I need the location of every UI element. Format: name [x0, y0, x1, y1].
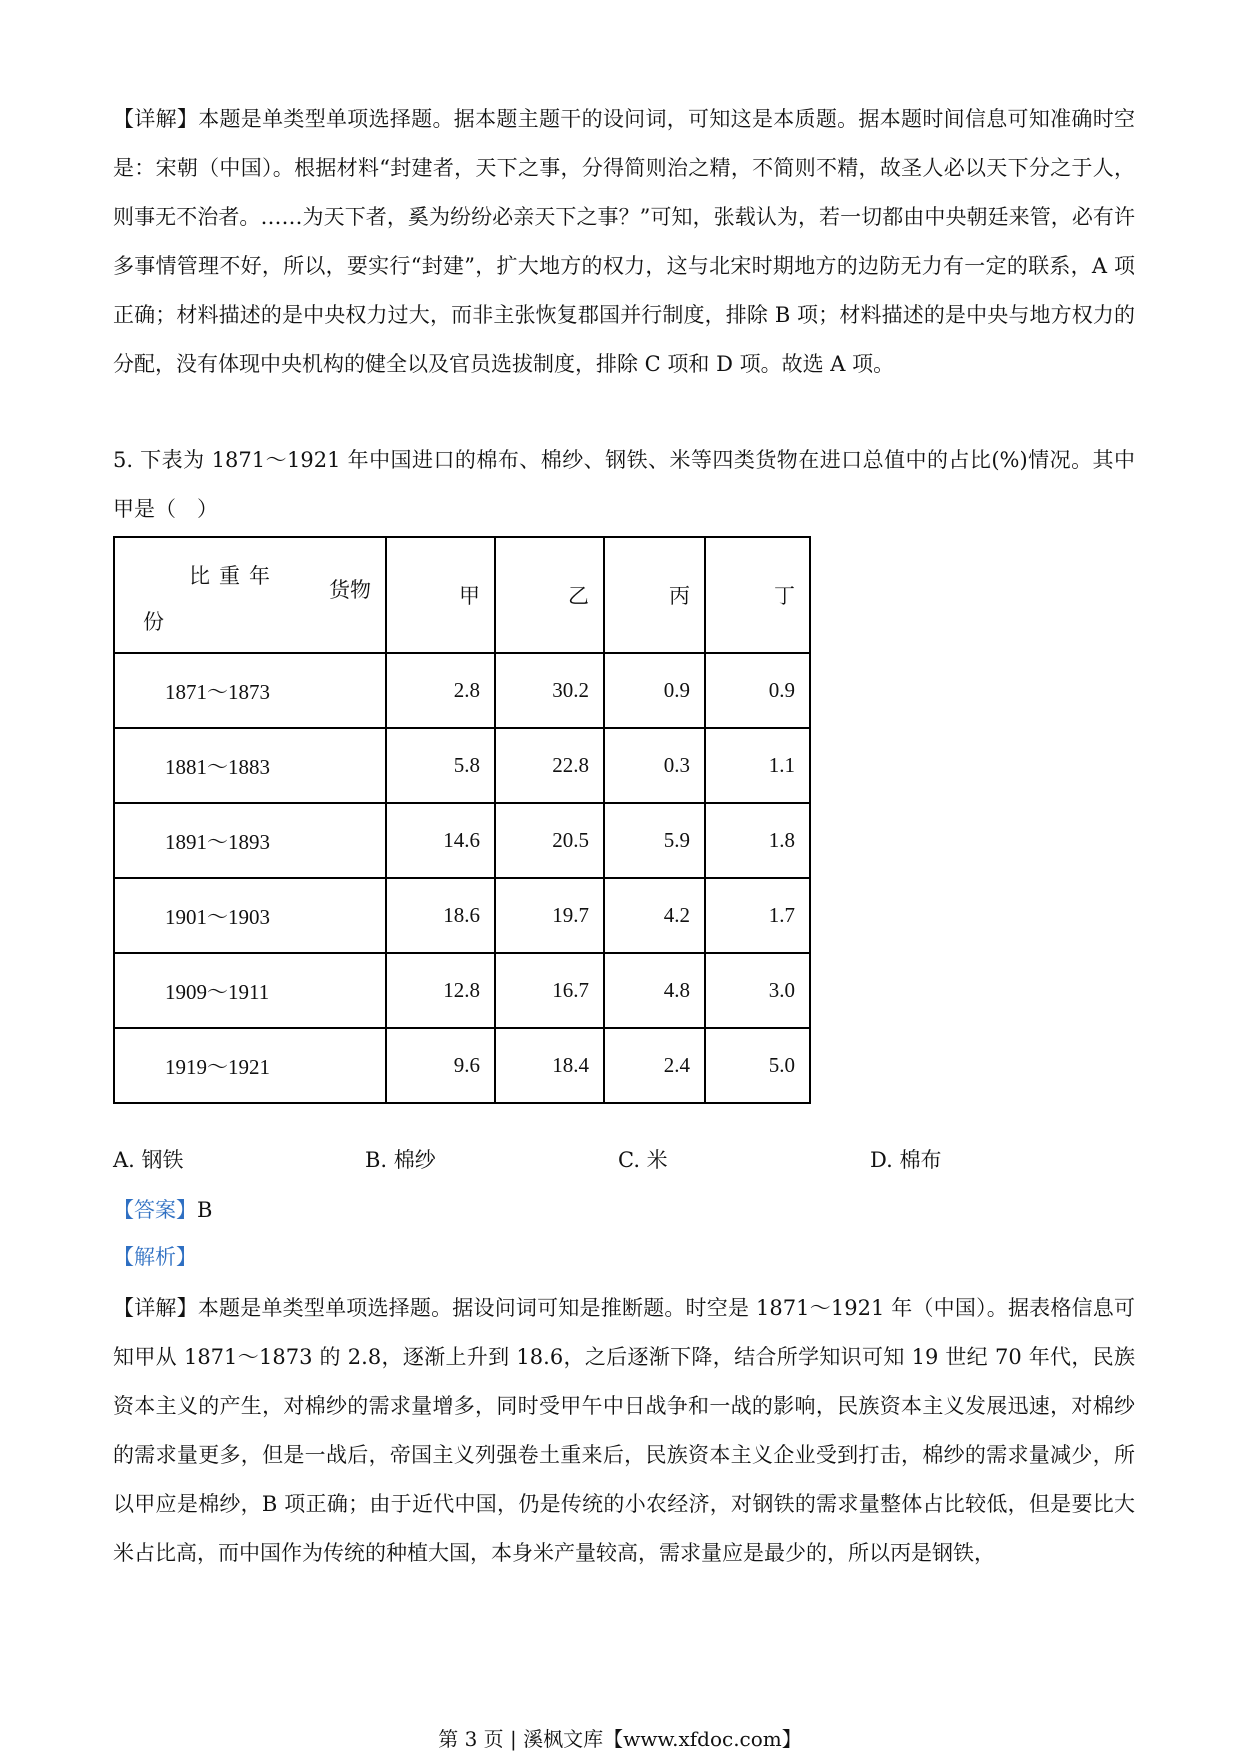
value-cell: 5.0 [705, 1028, 810, 1103]
page-footer: 第 3 页 | 溪枫文库【www.xfdoc.com】 [438, 1727, 802, 1751]
value-cell: 3.0 [705, 953, 810, 1028]
value-cell: 2.4 [604, 1028, 705, 1103]
year-cell: 1919～1921 [114, 1028, 386, 1103]
option-b: B. 棉纱 [365, 1148, 436, 1172]
value-cell: 4.8 [604, 953, 705, 1028]
value-cell: 14.6 [386, 803, 495, 878]
value-cell: 1.7 [705, 878, 810, 953]
year-cell: 1901～1903 [114, 878, 386, 953]
value-cell: 2.8 [386, 653, 495, 728]
col-header-ding: 丁 [705, 537, 810, 653]
value-cell: 18.4 [495, 1028, 604, 1103]
option-d: D. 棉布 [870, 1148, 942, 1172]
value-cell: 20.5 [495, 803, 604, 878]
year-cell: 1871～1873 [114, 653, 386, 728]
answer-label: 【答案】 [113, 1198, 197, 1222]
value-cell: 5.9 [604, 803, 705, 878]
answer-value: B [197, 1198, 213, 1222]
question-5: 5. 下表为 1871～1921 年中国进口的棉布、棉纱、钢铁、米等四类货物在进口总值中的占比(%)情况。其中甲是（ ） [113, 448, 1135, 521]
table-header-row [114, 537, 810, 653]
detail-text: 本题是单类型单项选择题。据设问词可知是推断题。时空是 1871～1921 年（中国）。据表格信息可知甲从 1871～1873 的 2.8，逐渐上升到 18.6，之后逐渐下降，结合所学知识可知 19 世纪 70 年代，民族资本主义的产生，对棉纱的需求量增多，同时受甲午中日战争和一战的影响，民族资本主义发展迅速，对棉纱的需求量更多，但是一战后，帝国主义列强卷土重来后，民族资本主义企业受到打击，棉纱的需求量减少，所以甲应是棉纱，B 项正确；由于近代中国，仍是传统的小农经济，对钢铁的需求量整体占比较低，但是要比大米占比高，而中国作为传统的种植大国，本身米产量较高，需求量应是最少的，所以丙是钢铁， [113, 1296, 1136, 1565]
value-cell: 1.8 [705, 803, 810, 878]
value-cell: 30.2 [495, 653, 604, 728]
table-row [114, 803, 810, 878]
value-cell: 12.8 [386, 953, 495, 1028]
table-row [114, 878, 810, 953]
prev-detail-paragraph [113, 95, 1135, 389]
value-cell: 0.9 [705, 653, 810, 728]
option-a: A. 钢铁 [113, 1148, 184, 1172]
value-cell: 0.9 [604, 653, 705, 728]
detail-label: 【详解】 [113, 107, 199, 131]
corner-cell [114, 537, 386, 653]
col-header-yi: 乙 [495, 537, 604, 653]
value-cell: 1.1 [705, 728, 810, 803]
table-row [114, 653, 810, 728]
value-cell: 16.7 [495, 953, 604, 1028]
detail-label: 【详解】 [113, 1296, 198, 1320]
table-row [114, 1028, 810, 1103]
detail-paragraph [113, 1284, 1135, 1578]
year-cell: 1881～1883 [114, 728, 386, 803]
corner-top-text: 比重年 [189, 564, 279, 588]
corner-right-text: 货物 [329, 578, 371, 602]
analysis-label: 【解析】 [113, 1245, 197, 1269]
table-row [114, 953, 810, 1028]
table-row [114, 728, 810, 803]
value-cell: 4.2 [604, 878, 705, 953]
value-cell: 5.8 [386, 728, 495, 803]
value-cell: 22.8 [495, 728, 604, 803]
col-header-bing: 丙 [604, 537, 705, 653]
value-cell: 9.6 [386, 1028, 495, 1103]
option-c: C. 米 [618, 1148, 668, 1172]
value-cell: 19.7 [495, 878, 604, 953]
year-cell: 1891～1893 [114, 803, 386, 878]
year-cell: 1909～1911 [114, 953, 386, 1028]
corner-bottom-text: 份 [143, 610, 164, 634]
value-cell: 0.3 [604, 728, 705, 803]
detail-text: 本题是单类型单项选择题。据本题主题干的设问词，可知这是本质题。据本题时间信息可知准确时空是：宋朝（中国）。根据材料“封建者，天下之事，分得简则治之精，不简则不精，故圣人必以天下分之于人，则事无不治者。……为天下者，奚为纷纷必亲天下之事？”可知，张载认为，若一切都由中央朝廷来管，必有许多事情管理不好，所以，要实行“封建”，扩大地方的权力，这与北宋时期地方的边防无力有一定的联系，A 项正确；材料描述的是中央权力过大，而非主张恢复郡国并行制度，排除 B 项；材料描述的是中央与地方权力的分配，没有体现中央机构的健全以及官员选拔制度，排除 C 项和 D 项。故选 A 项。 [113, 107, 1136, 376]
import-share-table [113, 536, 811, 1104]
value-cell: 18.6 [386, 878, 495, 953]
answer-line [113, 1190, 212, 1230]
col-header-jia: 甲 [386, 537, 495, 653]
